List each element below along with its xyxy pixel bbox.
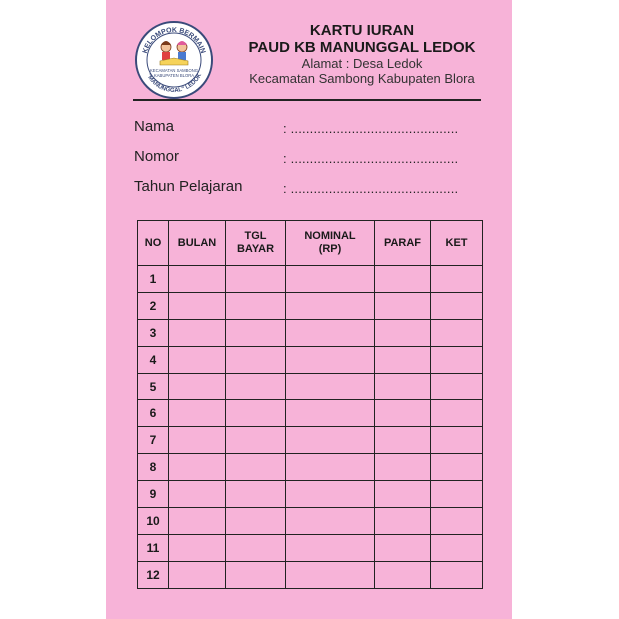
month-cell[interactable]	[169, 508, 226, 535]
amount-cell[interactable]	[286, 292, 375, 319]
signature-cell[interactable]	[375, 481, 431, 508]
name-field[interactable]: : ............................................	[283, 121, 459, 136]
notes-cell[interactable]	[431, 346, 483, 373]
month-cell[interactable]	[169, 427, 226, 454]
amount-cell[interactable]	[286, 427, 375, 454]
school-year-field[interactable]: : ............................................	[283, 181, 459, 196]
notes-cell[interactable]	[431, 292, 483, 319]
notes-cell[interactable]	[431, 427, 483, 454]
row-number: 4	[138, 346, 169, 373]
signature-cell[interactable]	[375, 561, 431, 588]
header-signature: PARAF	[375, 221, 431, 266]
month-cell[interactable]	[169, 266, 226, 293]
month-cell[interactable]	[169, 346, 226, 373]
signature-cell[interactable]	[375, 508, 431, 535]
header-amount: NOMINAL (RP)	[286, 221, 375, 266]
table-row	[138, 292, 483, 319]
logo-inner-line2: KABUPATEN BLORA	[153, 73, 195, 78]
pay-date-cell[interactable]	[226, 481, 286, 508]
pay-date-cell[interactable]	[226, 373, 286, 400]
month-cell[interactable]	[169, 454, 226, 481]
table-row	[138, 534, 483, 561]
month-cell[interactable]	[169, 292, 226, 319]
row-number: 1	[138, 266, 169, 293]
address-line: Alamat : Desa Ledok	[301, 56, 423, 71]
school-year-label: Tahun Pelajaran	[134, 178, 243, 195]
amount-cell[interactable]	[286, 454, 375, 481]
pay-date-cell[interactable]	[226, 346, 286, 373]
name-label: Nama	[134, 118, 175, 135]
notes-cell[interactable]	[431, 373, 483, 400]
month-cell[interactable]	[169, 534, 226, 561]
card-title: KARTU IURAN	[309, 22, 415, 39]
table-row	[138, 427, 483, 454]
table-row	[138, 373, 483, 400]
notes-cell[interactable]	[431, 534, 483, 561]
logo-ring-bottom: "MANUNGGAL" LEDOK	[144, 72, 204, 95]
number-label: Nomor	[134, 148, 180, 165]
amount-cell[interactable]	[286, 481, 375, 508]
row-number: 3	[138, 319, 169, 346]
notes-cell[interactable]	[431, 454, 483, 481]
month-cell[interactable]	[169, 481, 226, 508]
amount-cell[interactable]	[286, 400, 375, 427]
row-number: 11	[138, 534, 169, 561]
notes-cell[interactable]	[431, 400, 483, 427]
amount-cell[interactable]	[286, 346, 375, 373]
signature-cell[interactable]	[375, 454, 431, 481]
signature-cell[interactable]	[375, 346, 431, 373]
pay-date-cell[interactable]	[226, 266, 286, 293]
amount-cell[interactable]	[286, 561, 375, 588]
header-month: BULAN	[169, 221, 226, 266]
row-number: 5	[138, 373, 169, 400]
amount-cell[interactable]	[286, 534, 375, 561]
pay-date-cell[interactable]	[226, 454, 286, 481]
notes-cell[interactable]	[431, 481, 483, 508]
notes-cell[interactable]	[431, 508, 483, 535]
institution-name: PAUD KB MANUNGGAL LEDOK	[248, 39, 476, 56]
header-no: NO	[138, 221, 169, 266]
signature-cell[interactable]	[375, 400, 431, 427]
pay-date-cell[interactable]	[226, 508, 286, 535]
header-notes: KET	[431, 221, 483, 266]
payment-table	[137, 220, 483, 589]
pay-date-cell[interactable]	[226, 292, 286, 319]
row-number: 6	[138, 400, 169, 427]
row-number: 12	[138, 561, 169, 588]
signature-cell[interactable]	[375, 319, 431, 346]
row-number: 9	[138, 481, 169, 508]
logo-ring-top: KELOMPOK BERMAIN	[141, 26, 207, 55]
row-number: 7	[138, 427, 169, 454]
district-line: Kecamatan Sambong Kabupaten Blora	[249, 71, 475, 86]
table-row	[138, 266, 483, 293]
logo-inner-line1: KECAMATAN SAMBONG	[149, 68, 199, 73]
table-row	[138, 400, 483, 427]
pay-date-cell[interactable]	[226, 400, 286, 427]
table-header-row	[138, 221, 483, 266]
header-pay-date: TGL BAYAR	[226, 221, 286, 266]
row-number: 2	[138, 292, 169, 319]
pay-date-cell[interactable]	[226, 534, 286, 561]
pay-date-cell[interactable]	[226, 319, 286, 346]
table-row	[138, 346, 483, 373]
signature-cell[interactable]	[375, 373, 431, 400]
amount-cell[interactable]	[286, 373, 375, 400]
row-number: 8	[138, 454, 169, 481]
signature-cell[interactable]	[375, 427, 431, 454]
amount-cell[interactable]	[286, 319, 375, 346]
number-field[interactable]: : ............................................	[283, 151, 459, 166]
amount-cell[interactable]	[286, 266, 375, 293]
header-divider	[133, 99, 481, 101]
table-row	[138, 561, 483, 588]
table-row	[138, 454, 483, 481]
school-logo	[134, 20, 214, 100]
pay-date-cell[interactable]	[226, 561, 286, 588]
table-row	[138, 508, 483, 535]
signature-cell[interactable]	[375, 266, 431, 293]
month-cell[interactable]	[169, 373, 226, 400]
signature-cell[interactable]	[375, 534, 431, 561]
table-row	[138, 319, 483, 346]
month-cell[interactable]	[169, 561, 226, 588]
pay-date-cell[interactable]	[226, 427, 286, 454]
notes-cell[interactable]	[431, 266, 483, 293]
month-cell[interactable]	[169, 319, 226, 346]
signature-cell[interactable]	[375, 292, 431, 319]
amount-cell[interactable]	[286, 508, 375, 535]
notes-cell[interactable]	[431, 319, 483, 346]
notes-cell[interactable]	[431, 561, 483, 588]
month-cell[interactable]	[169, 400, 226, 427]
row-number: 10	[138, 508, 169, 535]
table-row	[138, 481, 483, 508]
